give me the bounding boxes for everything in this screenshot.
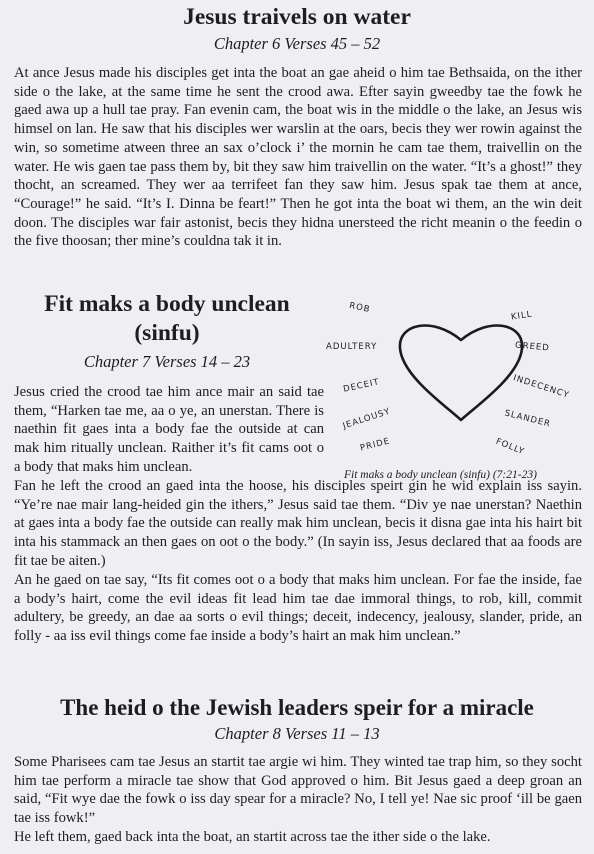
- sin-word: INDECENCY: [511, 373, 571, 401]
- section-title-jesus-travels-on-water: Jesus traivels on water: [183, 4, 411, 30]
- illustration-caption: Fit maks a body unclean (sinfu) (7:21-23): [344, 469, 537, 481]
- chapter-reference: Chapter 8 Verses 11 – 13: [214, 724, 380, 743]
- section-title-miracle-request: The heid o the Jewish leaders speir for a miracle: [60, 695, 534, 720]
- section-paragraph: Jesus cried the crood tae him ance mair an said tae them, “Harken tae me, aa o ye, an unerstan. There is naethin fit gaes inta a body fae the outside at can mak him ritually unclean. Raither it’s fit cams oot o a body that maks him unclean.: [14, 384, 324, 475]
- chapter-reference: Chapter 6 Verses 45 – 52: [213, 34, 381, 53]
- sin-word: ADULTERY: [326, 342, 378, 352]
- section-paragraph-continued: Fan he left the crood an gaed inta the hoose, his disciples speirt gin he wid explain iss sayin. “Ye’re nae mair lang-heided gin the ithers,” Jesus said tae them. “Div ye nae unerstan? Naethin at gaes inta a body fae the outside can really mak him unclean, becis it disna gae inta his hairt bit inta his stammack an then gaes on oot o the body.” (In sayin iss, Jesus declared that aa foods are fit tae be aiten.): [14, 478, 582, 569]
- sin-word: PRIDE: [359, 436, 392, 454]
- sin-word: GREED: [514, 340, 551, 354]
- sin-word: JEALOUSY: [341, 406, 392, 432]
- sin-word: ROB: [348, 300, 372, 316]
- chapter-reference: Chapter 7 Verses 14 – 23: [83, 352, 251, 371]
- section-paragraph-continued: He left them, gaed back inta the boat, an startit across tae the ither side o the lake.: [14, 829, 491, 845]
- section-paragraph: At ance Jesus made his disciples get inta the boat an gae aheid o him tae Bethsaida, on the ither side o the lake, at the same time he sent the crood awa. Efter sayin gweedby tae the fowk he gaed awa up a hull tae pray. Fan evenin cam, the boat wis in the middle o the lake, an Jesus wis himsel on lan. He saw that his disciples wer warslin at the oars, becis they wer rowin against the win, so sometime atween three an sax o’clock i’ the mornin he cam tae them, traivellin on the water. He wis gaen tae pass them by, bit they saw him traivellin on the water. “It’s a ghost!” they thocht, an screamed. They wer aa terrifeet fan they saw him. Jesus spak tae them at ance, “Courage!” he said. “It’s I. Dinna be feart!” Then he got inta the boat wi them, an the win deit doon. The disciples war fair astonist, becis they hidna unersteed the richt meanin o the feedin o the five thoosan; ther mine’s couldna tak it in.: [14, 65, 582, 250]
- sin-word: SLANDER: [503, 408, 552, 430]
- section-paragraph: An he gaed on tae say, “Its fit comes oot o a body that maks him unclean. For fae the inside, fae a body’s hairt, come the evil ideas fit lead him tae dae immoral things, to rob, kill, commit adultery, be greedy, an dae aa sorts o evil things; deceit, indecency, jealousy, slander, pride, an folly - aa iss evil things come fae inside a body’s hairt an mak him unclean.”: [14, 572, 582, 645]
- sin-word: FOLLY: [494, 436, 526, 458]
- sin-word: KILL: [510, 309, 534, 323]
- section-title-unclean-line2: (sinfu): [134, 320, 200, 346]
- sin-word: DECEIT: [342, 377, 381, 395]
- section-title-unclean: Fit maks a body unclean: [44, 291, 290, 317]
- section-paragraph: Some Pharisees cam tae Jesus an startit tae argie wi him. They winted tae trap him, so they socht him tae perform a miracle tae show that God approved o him. Bit Jesus gaed a deep groan an said, “Fit wye dae the fowk o iss day spear for a miracle? No, I tell ye! Nae sic proof ‘ill be gaen tae iss fowk!”: [14, 754, 582, 827]
